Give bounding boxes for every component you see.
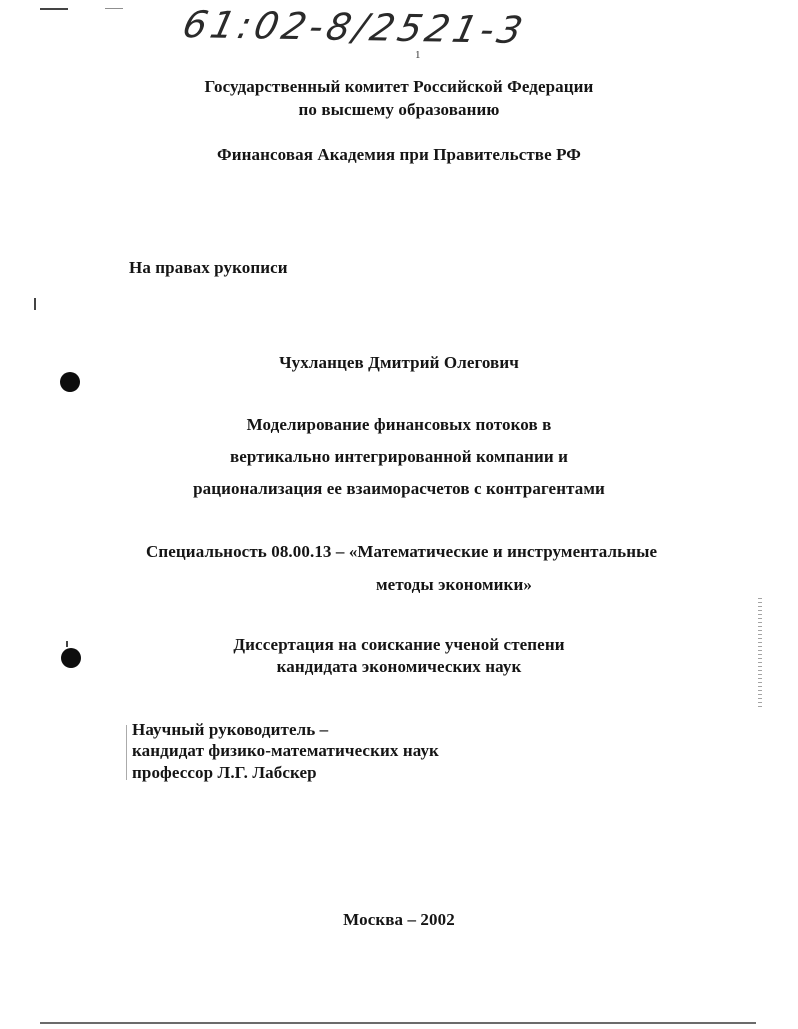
binder-hole-top: [60, 372, 80, 392]
page-number: 1: [415, 49, 421, 61]
ministry-line-1: Государственный комитет Российской Федерации: [204, 77, 594, 96]
scan-mark-top-left-2: [105, 8, 123, 9]
manuscript-rights: На правах рукописи: [129, 258, 288, 277]
city-year: Москва – 2002: [343, 910, 455, 929]
supervisor-line-2: кандидат физико-математических наук: [132, 741, 439, 760]
thesis-title-line-1: Моделирование финансовых потоков в: [246, 415, 552, 434]
institution-name: Финансовая Академия при Правительстве РФ: [217, 145, 581, 164]
degree-line-1: Диссертация на соискание ученой степени: [233, 635, 565, 654]
specialty-line-2: методы экономики»: [376, 575, 532, 594]
ministry-line-2: по высшему образованию: [298, 100, 500, 119]
specialty-line-1: Специальность 08.00.13 – «Математические и инструментальные: [146, 542, 658, 561]
thesis-title-line-2: вертикально интегрированной компании и: [229, 447, 568, 466]
thesis-title-line-3: рационализация ее взаиморасчетов с контрагентами: [193, 479, 605, 498]
author-name: Чухланцев Дмитрий Олегович: [279, 353, 519, 372]
scan-bottom-rule: [40, 1022, 756, 1024]
supervisor-line-3: профессор Л.Г. Лабскер: [132, 763, 317, 782]
supervisor-line-1: Научный руководитель –: [132, 720, 329, 739]
scan-mark-top-left-1: [40, 8, 68, 10]
degree-line-2: кандидата экономических наук: [276, 657, 522, 676]
margin-tick-3: [126, 725, 127, 780]
archive-code: 61:02-8/2521-3: [178, 3, 531, 52]
margin-tick-1: [34, 298, 36, 310]
